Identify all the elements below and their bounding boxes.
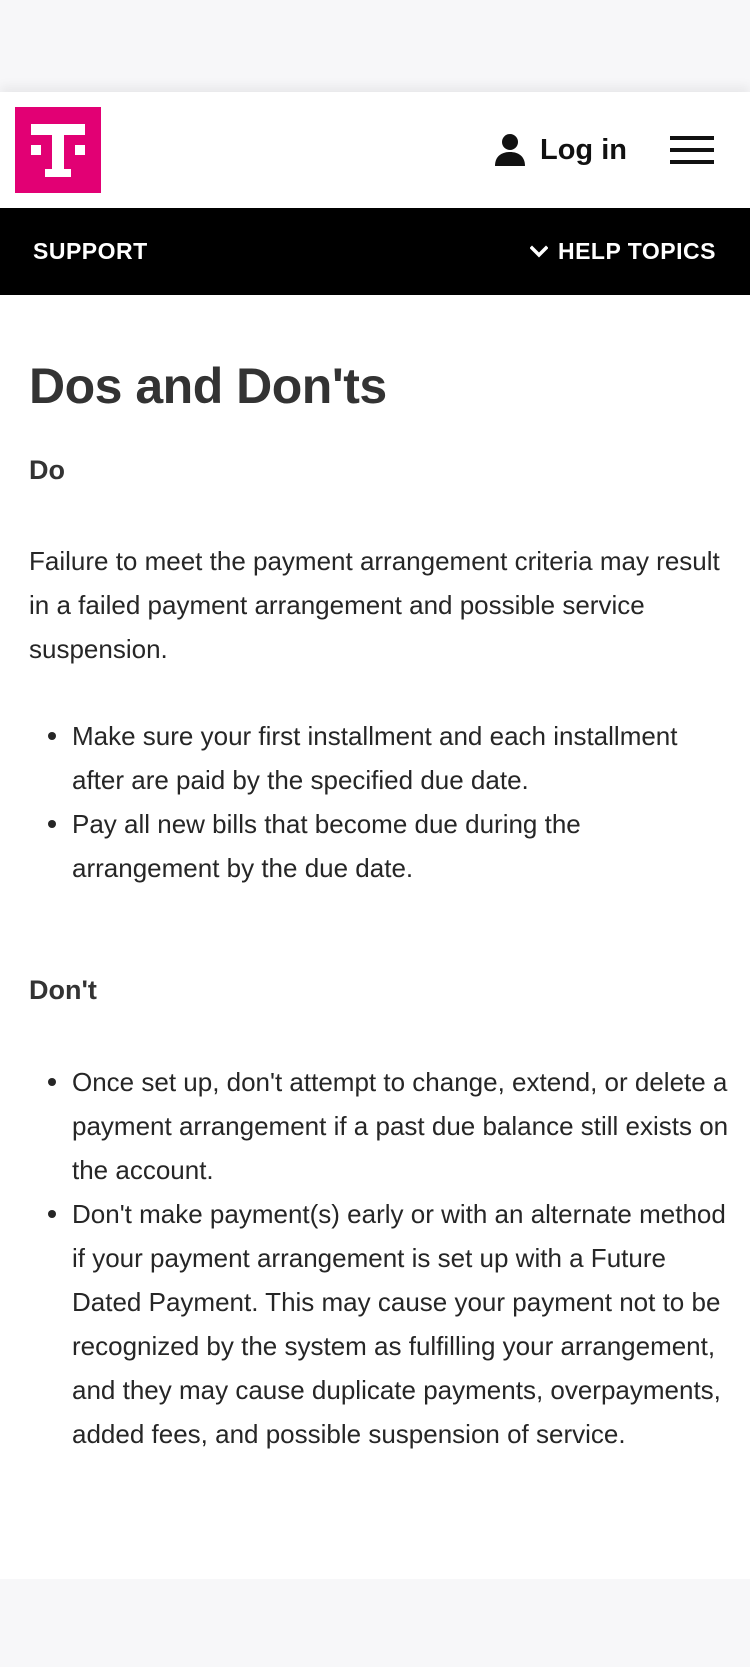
t-mobile-logo-icon[interactable]: [15, 107, 101, 193]
dont-list: [0, 1060, 730, 1456]
do-intro-paragraph: Failure to meet the payment arrangement criteria may result in a failed payment arrangement and possible service suspension.: [29, 546, 720, 664]
login-label: Log in: [540, 133, 627, 166]
person-icon: [492, 132, 528, 168]
footer-spacer: [0, 1579, 750, 1667]
login-button[interactable]: [492, 120, 627, 180]
list-item: Make sure your first installment and each installment after are paid by the specified due date.: [72, 714, 730, 802]
dont-heading: Don't: [29, 975, 97, 1005]
help-topics-label: HELP TOPICS: [557, 238, 716, 264]
list-item: Pay all new bills that become due during the arrangement by the due date.: [72, 802, 730, 890]
support-nav-bar: [0, 208, 750, 295]
list-item: Don't make payment(s) early or with an alternate method if your payment arrangement is set up with a Future Dated Payment. This may cause your payment not to be recognized by the system as fulfilling your arrangement, and they may cause duplicate payments, overpayments, added fees, and possible suspension of service.: [72, 1192, 730, 1456]
hamburger-menu-icon[interactable]: [668, 126, 716, 174]
do-list: [0, 714, 730, 890]
do-heading: Do: [29, 455, 65, 485]
article-content: [0, 295, 750, 1579]
chevron-down-icon: [530, 245, 548, 259]
top-spacer: [0, 0, 750, 92]
help-topics-button[interactable]: [530, 208, 716, 295]
page-title: Dos and Don'ts: [29, 358, 387, 414]
support-link[interactable]: SUPPORT: [33, 238, 148, 264]
list-item: Once set up, don't attempt to change, extend, or delete a payment arrangement if a past due balance still exists on the account.: [72, 1060, 730, 1192]
site-header: [0, 92, 750, 208]
